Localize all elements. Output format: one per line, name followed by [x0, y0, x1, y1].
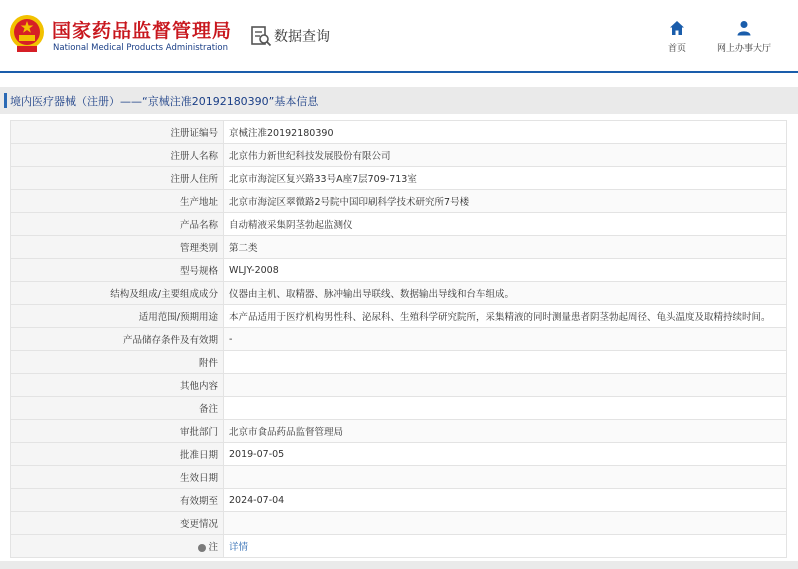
note-icon: [198, 544, 206, 552]
row-value: [224, 535, 787, 558]
breadcrumb-text: 境内医疗器械（注册）——“京械注准20192180390”基本信息: [10, 95, 319, 108]
row-label-text: 生效日期: [179, 473, 218, 484]
row-label-text: 注册人名称: [170, 151, 218, 162]
row-value: [224, 489, 787, 512]
table-row: [11, 328, 787, 351]
row-label-text: 管理类别: [179, 243, 218, 254]
row-label-text: 批准日期: [179, 450, 218, 461]
row-label: [11, 167, 224, 190]
table-row: [11, 236, 787, 259]
row-label: [11, 443, 224, 466]
row-label-text: 备注: [198, 404, 218, 415]
row-label: [11, 282, 224, 305]
row-label-text: 注册证编号: [170, 128, 218, 139]
row-label-text: 变更情况: [179, 519, 218, 530]
row-value-text: 2024-07-04: [229, 494, 285, 506]
row-value: [224, 236, 787, 259]
row-label: [11, 259, 224, 282]
row-label: [11, 466, 224, 489]
row-label-text: 产品名称: [179, 220, 218, 231]
row-label-text: 产品储存条件及有效期: [122, 335, 218, 346]
row-label: [11, 305, 224, 328]
table-row: [11, 121, 787, 144]
table-row: [11, 420, 787, 443]
home-icon: [669, 20, 685, 36]
row-label: [11, 420, 224, 443]
row-label: [11, 397, 224, 420]
row-label: [11, 351, 224, 374]
table-row: [11, 190, 787, 213]
row-value-text: 本产品适用于医疗机构男性科、泌尿科、生殖科学研究院所，采集精液的同时测量患者阴茎勃起周径、龟头温度及取精持续时间。: [229, 312, 771, 323]
row-label-text: 结构及组成/主要组成成分: [110, 289, 218, 300]
table-row: [11, 397, 787, 420]
row-value: [224, 144, 787, 167]
row-label-text: 审批部门: [179, 427, 218, 438]
table-row: [11, 213, 787, 236]
table-row: [11, 282, 787, 305]
breadcrumb-marker: [4, 93, 7, 108]
row-value: [224, 121, 787, 144]
row-label-text: 适用范围/预期用途: [138, 312, 218, 323]
row-label: [11, 144, 224, 167]
detail-link[interactable]: 详情: [229, 542, 249, 553]
table-row: [11, 144, 787, 167]
row-value: [224, 328, 787, 351]
row-value: [224, 397, 787, 420]
row-label-text: 生产地址: [179, 197, 218, 208]
user-icon: [736, 20, 752, 36]
data-query-label: 数据查询: [274, 29, 330, 45]
table-row: [11, 512, 787, 535]
row-value: [224, 420, 787, 443]
row-value-text: 第二类: [229, 243, 258, 254]
row-label: [11, 489, 224, 512]
row-value: [224, 351, 787, 374]
magnifier-document-icon: [250, 25, 272, 47]
nav-home[interactable]: [662, 20, 692, 54]
table-row: [11, 466, 787, 489]
data-query-link[interactable]: [250, 24, 330, 48]
site-subtitle: National Medical Products Administration: [53, 43, 228, 53]
row-label-text: 注册人住所: [170, 174, 218, 185]
table-row: [11, 259, 787, 282]
table-row: [11, 535, 787, 558]
breadcrumb: [0, 87, 798, 114]
table-row: [11, 351, 787, 374]
row-label-text: 型号规格: [179, 266, 218, 277]
row-value: [224, 213, 787, 236]
row-label: [11, 535, 224, 558]
nav-online-office[interactable]: [710, 20, 778, 54]
row-value: [224, 305, 787, 328]
row-value: [224, 259, 787, 282]
row-value-text: 2019-07-05: [229, 448, 285, 460]
site-title: 国家药品监督管理局: [52, 20, 233, 42]
site-header: [0, 0, 798, 72]
row-value: [224, 466, 787, 489]
row-value-text: 自动精液采集阴茎勃起监测仪: [229, 220, 353, 231]
page-footer-bar: [0, 561, 798, 569]
nav-office-label: 网上办事大厅: [716, 44, 771, 54]
row-value: [224, 374, 787, 397]
row-label: [11, 512, 224, 535]
row-value: [224, 512, 787, 535]
table-row: [11, 374, 787, 397]
row-label-text: 注: [208, 542, 218, 553]
row-label: [11, 190, 224, 213]
table-row: [11, 305, 787, 328]
row-value: [224, 167, 787, 190]
row-value: [224, 443, 787, 466]
row-label-text: 其他内容: [179, 381, 218, 392]
table-row: [11, 489, 787, 512]
row-label: [11, 328, 224, 351]
row-value: [224, 190, 787, 213]
row-label: [11, 374, 224, 397]
table-row: [11, 167, 787, 190]
row-value-text: -: [229, 333, 233, 345]
row-value: [224, 282, 787, 305]
row-value-text: 北京市食品药品监督管理局: [229, 427, 344, 438]
table-row: [11, 443, 787, 466]
national-emblem-icon: [8, 14, 46, 54]
row-value-text: 仪器由主机、取精器、脉冲输出导联线、数据输出导线和台车组成。: [229, 289, 515, 300]
row-value-text: 北京市海淀区翠微路2号院中国印刷科学技术研究所7号楼: [229, 197, 470, 208]
row-value-text: 京械注准20192180390: [229, 128, 334, 139]
row-label-text: 有效期至: [179, 496, 218, 507]
row-label: [11, 121, 224, 144]
header-divider: [0, 71, 798, 73]
row-value-text: 北京伟力新世纪科技发展股份有限公司: [229, 151, 391, 162]
registration-info-table: [10, 120, 787, 558]
row-label: [11, 213, 224, 236]
row-label-text: 附件: [198, 358, 218, 369]
row-label: [11, 236, 224, 259]
row-value-text: WLJY-2008: [229, 264, 279, 276]
nav-home-label: 首页: [667, 44, 686, 54]
row-value-text: 北京市海淀区复兴路33号A座7层709-713室: [229, 174, 417, 185]
